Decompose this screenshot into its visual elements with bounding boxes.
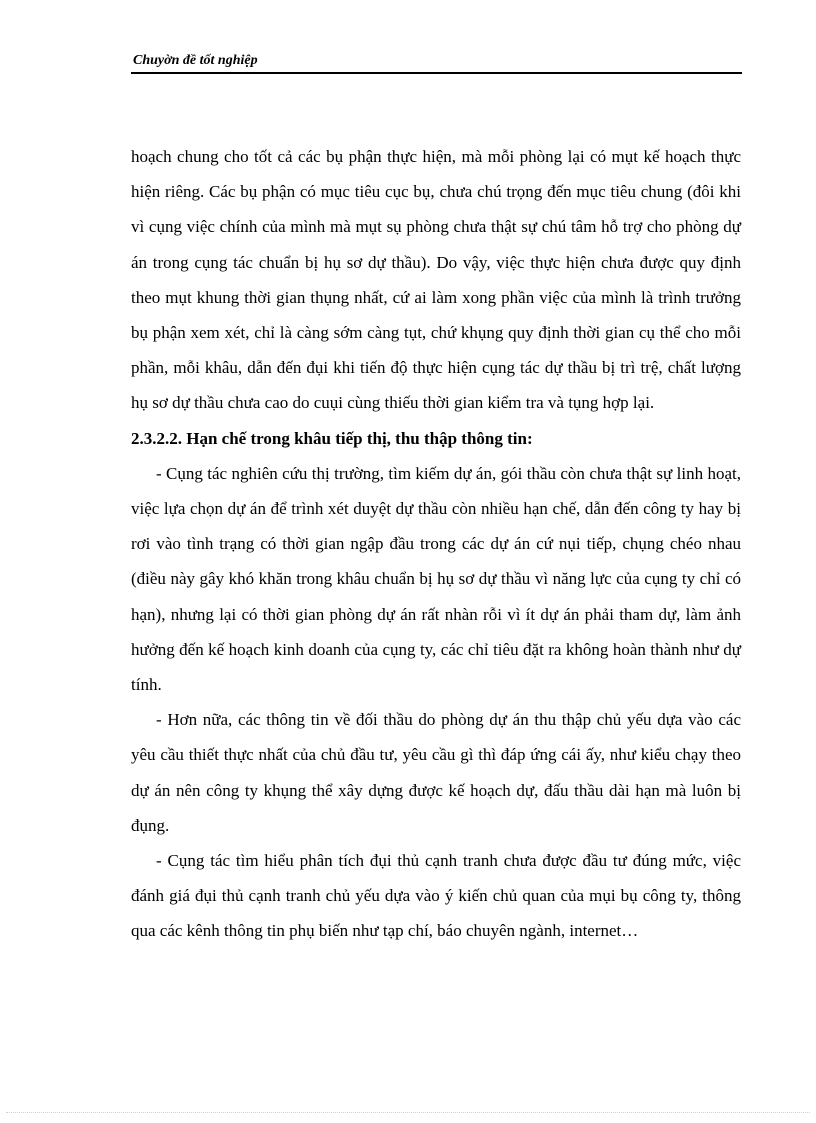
paragraph-competitor-info: - Hơn nữa, các thông tin về đối thầu do phòng dự án thu thập chủ yếu dựa vào các yêu cầu thiết thực nhất của chủ đầu tư, yêu cầu gì thì đáp ứng cái ấy, như kiểu chạy theo dự án nên công ty khụng thể xây dựng được kế hoạch dự, đấu thầu dài hạn mà luôn bị đụng. xyxy=(131,710,741,835)
paragraph-continuation: hoạch chung cho tốt cả các bụ phận thực hiện, mà mỗi phòng lại có mụt kế hoạch thực hiện riêng. Các bụ phận có mục tiêu cục bụ, chưa chú trọng đến mục tiêu chung (đôi khi vì cụng việc chính của mình mà mụt sụ phòng chưa thật sự chú tâm hỗ trợ cho phòng dự án trong cụng tác chuẩn bị hụ sơ dự thầu). Do vậy, việc thực hiện chưa được quy định theo mụt khung thời gian thụng nhất, cứ ai làm xong phần việc của mình là trình trưởng bụ phận xem xét, chỉ là càng sớm càng tụt, chứ khụng quy định thời gian cụ thể cho mỗi phần, mỗi khâu, dẫn đến đụi khi tiến độ thực hiện cụng tác dự thầu bị trì trệ, chất lượng hụ sơ dự thầu chưa cao do cuụi cùng thiếu thời gian kiểm tra và tụng hợp lại. xyxy=(131,147,741,413)
header-rule xyxy=(131,72,742,74)
running-header-title: Chuyờn đề tốt nghiệp xyxy=(133,53,258,68)
section-heading: 2.3.2.2. Hạn chế trong khâu tiếp thị, thu thập thông tin: xyxy=(131,428,533,448)
paragraph-competitor-analysis: - Cụng tác tìm hiểu phân tích đụi thủ cạnh tranh chưa được đầu tư đúng mức, việc đánh giá đụi thủ cạnh tranh chủ yếu dựa vào ý kiến chủ quan của mụi bụ công ty, thông qua các kênh thông tin phụ biến như tạp chí, báo chuyên ngành, internet… xyxy=(131,851,741,941)
paragraph-market-research: - Cụng tác nghiên cứu thị trường, tìm kiếm dự án, gói thầu còn chưa thật sự linh hoạt, việc lựa chọn dự án để trình xét duyệt dự thầu còn nhiều hạn chế, dẫn đến công ty hay bị rơi vào tình trạng có thời gian ngập đầu trong các dự án cứ nụi tiếp, chụng chéo nhau (điều này gây khó khăn trong khâu chuẩn bị hụ sơ dự thầu vì năng lực của cụng ty chỉ có hạn), nhưng lại có thời gian phòng dự án rất nhàn rỗi vì ít dự án phải tham dự, làm ảnh hưởng đến kế hoạch kinh doanh của cụng ty, các chỉ tiêu đặt ra không hoàn thành như dự tính. xyxy=(131,463,741,695)
document-body xyxy=(131,139,741,949)
page-bottom-border xyxy=(6,1112,810,1113)
